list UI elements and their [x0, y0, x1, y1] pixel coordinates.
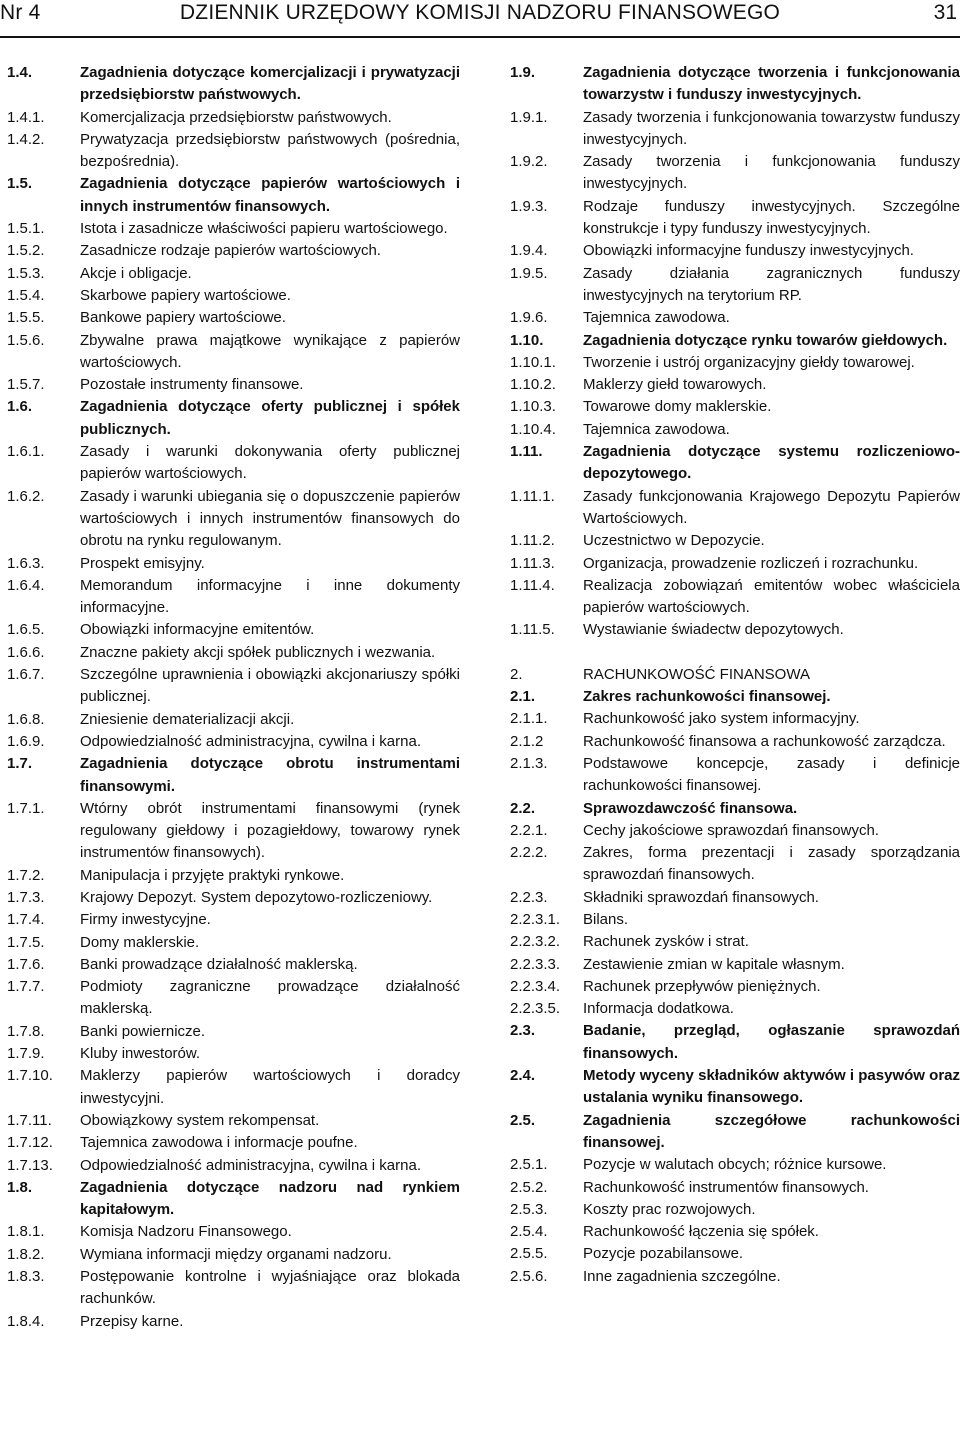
- item-number: 1.7.4.: [7, 911, 45, 929]
- header-rule: [0, 36, 960, 38]
- item-number: 1.9.1.: [510, 108, 548, 126]
- item-number: 2.1.3.: [510, 754, 548, 772]
- item-text: Tajemnica zawodowa i informacje poufne.: [80, 1134, 358, 1152]
- item-text: Pozycje w walutach obcych; różnice kursowe.: [583, 1156, 887, 1174]
- item-text: Firmy inwestycyjne.: [80, 911, 211, 929]
- outline-item: [510, 530, 960, 552]
- item-text: Towarowe domy maklerskie.: [583, 398, 772, 416]
- item-number: 2.2.3.: [510, 888, 548, 906]
- item-text: Koszty prac rozwojowych.: [583, 1200, 756, 1218]
- outline-heading: [510, 1065, 960, 1110]
- item-number: 1.9.3.: [510, 197, 548, 215]
- item-text: Obowiązki informacyjne funduszy inwestycyjnych.: [583, 242, 914, 260]
- outline-item: [7, 865, 460, 887]
- outline-item: [510, 240, 960, 262]
- outline-item: [7, 731, 460, 753]
- journal-title: DZIENNIK URZĘDOWY KOMISJI NADZORU FINANSOWEGO: [179, 1, 781, 24]
- item-number: 1.11.: [510, 443, 543, 461]
- item-text: Podstawowe koncepcje, zasady i definicje rachunkowości finansowej.: [583, 754, 960, 795]
- item-text: Zakres rachunkowości finansowej.: [583, 688, 831, 706]
- outline-item: [7, 954, 460, 976]
- item-number: 2.5.6.: [510, 1267, 548, 1285]
- item-text: Odpowiedzialność administracyjna, cywilna i karna.: [80, 732, 421, 750]
- item-text: Tworzenie i ustrój organizacyjny giełdy towarowej.: [583, 353, 915, 371]
- item-number: 1.4.1.: [7, 108, 45, 126]
- item-text: Zasadnicze rodzaje papierów wartościowych.: [80, 242, 381, 260]
- item-text: RACHUNKOWOŚĆ FINANSOWA: [583, 665, 810, 683]
- outline-item: [510, 976, 960, 998]
- item-text: Zestawienie zmian w kapitale własnym.: [583, 955, 845, 973]
- item-number: 2.5.2.: [510, 1178, 548, 1196]
- outline-item: [510, 998, 960, 1020]
- item-number: 1.8.4.: [7, 1312, 45, 1330]
- item-text: Postępowanie kontrolne i wyjaśniające oraz blokada rachunków.: [80, 1268, 460, 1308]
- item-text: Zasady funkcjonowania Krajowego Depozytu Papierów Wartościowych.: [583, 487, 960, 527]
- outline-item: [510, 954, 960, 976]
- outline-item: [510, 1199, 960, 1221]
- item-number: 1.7.5.: [7, 933, 45, 951]
- item-text: Tajemnica zawodowa.: [583, 420, 730, 438]
- page-number: 31: [933, 1, 957, 24]
- outline-item: [510, 1221, 960, 1243]
- item-text: Bilans.: [583, 910, 629, 928]
- outline-item: [7, 129, 460, 174]
- outline-heading: [510, 1020, 960, 1065]
- outline-item: [7, 1043, 460, 1065]
- item-text: Zasady działania zagranicznych funduszy inwestycyjnych na terytorium RP.: [583, 264, 960, 304]
- item-text: Manipulacja i przyjęte praktyki rynkowe.: [80, 866, 345, 884]
- item-number: 1.9.5.: [510, 264, 548, 282]
- outline-item: [7, 932, 460, 954]
- item-text: Zasady tworzenia i funkcjonowania towarzystw funduszy inwestycyjnych.: [583, 108, 960, 148]
- item-number: 1.7.6.: [7, 955, 45, 973]
- outline-heading: [510, 686, 960, 708]
- item-text: Kluby inwestorów.: [80, 1045, 201, 1063]
- item-number: 1.8.: [7, 1178, 33, 1196]
- item-number: 2.2.: [510, 799, 536, 817]
- outline-item: [7, 263, 460, 285]
- item-text: Rachunek zysków i strat.: [583, 933, 749, 951]
- outline-item: [510, 352, 960, 374]
- item-number: 1.9.2.: [510, 153, 548, 171]
- outline-heading: [510, 441, 960, 486]
- item-text: Zagadnienia dotyczące nadzoru nad rynkiem kapitałowym.: [80, 1178, 460, 1219]
- outline-item: [510, 664, 960, 686]
- item-number: 1.10.: [510, 331, 544, 349]
- item-text: Informacja dodatkowa.: [583, 1000, 734, 1018]
- item-text: Zagadnienia dotyczące tworzenia i funkcjonowania towarzystw i funduszy inwestycyjnych.: [583, 64, 960, 104]
- item-number: 2.3.: [510, 1022, 536, 1040]
- item-number: 1.10.2.: [510, 376, 556, 394]
- outline-item: [510, 1266, 960, 1288]
- item-number: 1.11.1.: [510, 487, 555, 505]
- item-text: Sprawozdawczość finansowa.: [583, 799, 798, 817]
- item-number: 1.11.3.: [510, 554, 555, 572]
- item-number: 2.2.3.3.: [510, 955, 561, 973]
- item-number: 1.5.4.: [7, 286, 45, 304]
- item-text: Obowiązkowy system rekompensat.: [80, 1111, 320, 1129]
- outline-item: [510, 575, 960, 620]
- item-text: Maklerzy giełd towarowych.: [583, 376, 767, 394]
- item-number: 1.7.: [7, 755, 33, 773]
- item-number: 1.11.2.: [510, 532, 555, 550]
- outline-item: [7, 1110, 460, 1132]
- item-number: 1.6.6.: [7, 643, 45, 661]
- item-number: 1.5.3.: [7, 264, 45, 282]
- item-number: 1.9.: [510, 64, 536, 81]
- item-number: 2.2.3.1.: [510, 910, 561, 928]
- outline-item: [7, 218, 460, 240]
- item-text: Bankowe papiery wartościowe.: [80, 309, 286, 327]
- item-number: 1.5.1.: [7, 220, 45, 238]
- outline-item: [510, 909, 960, 931]
- outline-item: [7, 709, 460, 731]
- item-text: Wymiana informacji między organami nadzoru.: [80, 1245, 392, 1263]
- item-number: 1.8.3.: [7, 1268, 45, 1286]
- outline-item: [7, 798, 460, 865]
- outline-item: [7, 909, 460, 931]
- item-number: 2.5.: [510, 1111, 536, 1129]
- outline-item: [7, 374, 460, 396]
- item-number: 1.7.1.: [7, 799, 45, 817]
- item-text: Skarbowe papiery wartościowe.: [80, 286, 291, 304]
- item-number: 1.8.2.: [7, 1245, 45, 1263]
- item-text: Organizacja, prowadzenie rozliczeń i rozrachunku.: [583, 554, 919, 572]
- outline-item: [510, 753, 960, 798]
- outline-item: [510, 196, 960, 241]
- item-text: Inne zagadnienia szczególne.: [583, 1267, 781, 1285]
- item-number: 1.6.7.: [7, 666, 45, 684]
- item-text: Istota i zasadnicze właściwości papieru wartościowego.: [80, 220, 448, 238]
- item-text: Zasady i warunki dokonywania oferty publicznej papierów wartościowych.: [80, 443, 460, 483]
- item-number: 1.7.11.: [7, 1111, 52, 1129]
- right-column: [510, 62, 960, 1288]
- outline-item: [7, 107, 460, 129]
- outline-item: [510, 931, 960, 953]
- item-number: 2.5.5.: [510, 1245, 548, 1263]
- item-number: 1.6.4.: [7, 576, 45, 594]
- item-text: Zasady tworzenia i funkcjonowania funduszy inwestycyjnych.: [583, 153, 960, 193]
- item-number: 1.11.4.: [510, 576, 555, 594]
- item-text: Przepisy karne.: [80, 1312, 184, 1330]
- outline-heading: [510, 62, 960, 107]
- outline-item: [510, 731, 960, 753]
- outline-item: [510, 887, 960, 909]
- item-text: Rachunek przepływów pieniężnych.: [583, 977, 821, 995]
- outline-item: [510, 842, 960, 887]
- item-text: Rachunkowość łączenia się spółek.: [583, 1223, 819, 1241]
- item-number: 1.7.2.: [7, 866, 45, 884]
- outline-item: [7, 307, 460, 329]
- section-spacer: [510, 642, 960, 664]
- outline-item: [7, 619, 460, 641]
- item-number: 1.7.10.: [7, 1067, 53, 1085]
- item-number: 2.4.: [510, 1067, 536, 1085]
- item-number: 2.2.3.2.: [510, 933, 561, 951]
- item-text: Domy maklerskie.: [80, 933, 200, 951]
- item-text: Cechy jakościowe sprawozdań finansowych.: [583, 821, 879, 839]
- outline-item: [510, 820, 960, 842]
- outline-item: [510, 419, 960, 441]
- item-text: Zagadnienia dotyczące obrotu instrumentami finansowymi.: [80, 755, 460, 795]
- outline-item: [7, 1132, 460, 1154]
- item-number: 2.1.: [510, 688, 536, 706]
- item-number: 2.1.1.: [510, 710, 548, 728]
- item-text: Podmioty zagraniczne prowadzące działalność maklerską.: [80, 978, 460, 1018]
- outline-item: [510, 307, 960, 329]
- item-text: Komercjalizacja przedsiębiorstw państwowych.: [80, 108, 392, 126]
- item-text: Rachunkowość finansowa a rachunkowość zarządcza.: [583, 732, 946, 750]
- item-text: Zagadnienia szczegółowe rachunkowości finansowej.: [583, 1111, 960, 1151]
- item-text: Komisja Nadzoru Finansowego.: [80, 1223, 292, 1241]
- item-text: Prospekt emisyjny.: [80, 554, 205, 572]
- item-text: Prywatyzacja przedsiębiorstw państwowych (pośrednia, bezpośrednia).: [80, 130, 460, 171]
- outline-item: [7, 642, 460, 664]
- item-number: 1.5.5.: [7, 309, 45, 327]
- outline-heading: [510, 330, 960, 352]
- item-number: 1.6.: [7, 398, 33, 416]
- item-number: 1.4.2.: [7, 130, 45, 148]
- outline-item: [7, 1221, 460, 1243]
- item-text: Badanie, przegląd, ogłaszanie sprawozdań finansowych.: [583, 1022, 960, 1062]
- outline-item: [7, 887, 460, 909]
- outline-item: [510, 619, 960, 641]
- outline-item: [7, 1244, 460, 1266]
- outline-item: [510, 107, 960, 152]
- item-text: Składniki sprawozdań finansowych.: [583, 888, 819, 906]
- outline-heading: [7, 1177, 460, 1222]
- item-number: 1.9.6.: [510, 309, 548, 327]
- item-number: 1.9.4.: [510, 242, 548, 260]
- item-text: Pozostałe instrumenty finansowe.: [80, 376, 304, 394]
- item-text: Uczestnictwo w Depozycie.: [583, 532, 765, 550]
- item-number: 2.5.1.: [510, 1156, 548, 1174]
- item-number: 1.4.: [7, 64, 33, 81]
- item-text: Zakres, forma prezentacji i zasady sporządzania sprawozdań finansowych.: [583, 844, 960, 884]
- outline-item: [510, 708, 960, 730]
- item-text: Krajowy Depozyt. System depozytowo-rozliczeniowy.: [80, 888, 433, 906]
- outline-item: [510, 486, 960, 531]
- outline-item: [7, 240, 460, 262]
- outline-heading: [7, 173, 460, 218]
- item-text: Tajemnica zawodowa.: [583, 309, 730, 327]
- item-text: Akcje i obligacje.: [80, 264, 192, 282]
- item-text: Zbywalne prawa majątkowe wynikające z papierów wartościowych.: [80, 331, 460, 371]
- item-number: 2.2.2.: [510, 844, 548, 862]
- outline-item: [510, 374, 960, 396]
- outline-heading: [7, 396, 460, 441]
- item-text: Zagadnienia dotyczące systemu rozliczeniowo-depozytowego.: [583, 443, 960, 483]
- item-number: 1.10.4.: [510, 420, 556, 438]
- item-text: Metody wyceny składników aktywów i pasywów oraz ustalania wyniku finansowego.: [583, 1067, 960, 1107]
- item-number: 1.7.9.: [7, 1045, 45, 1063]
- item-text: Wtórny obrót instrumentami finansowymi (rynek regulowany giełdowy i pozagiełdowy, towarowy rynek instrumentów finansowych).: [80, 799, 460, 862]
- item-text: Zasady i warunki ubiegania się o dopuszczenie papierów wartościowych i innych instrumentów finansowych do obrotu na rynku regulowanym.: [80, 487, 460, 550]
- item-text: Banki prowadzące działalność maklerską.: [80, 955, 358, 973]
- item-text: Znaczne pakiety akcji spółek publicznych i wezwania.: [80, 643, 436, 661]
- item-number: 1.5.6.: [7, 331, 45, 349]
- item-number: 1.6.1.: [7, 443, 45, 461]
- outline-heading: [7, 62, 460, 107]
- item-text: Zagadnienia dotyczące komercjalizacji i prywatyzacji przedsiębiorstw państwowych.: [80, 64, 460, 104]
- item-number: 1.7.13.: [7, 1156, 53, 1174]
- item-number: 1.6.9.: [7, 732, 45, 750]
- item-number: 1.6.3.: [7, 554, 45, 572]
- item-text: Rodzaje funduszy inwestycyjnych. Szczególne konstrukcje i typy funduszy inwestycyjnych.: [583, 197, 960, 238]
- item-text: Odpowiedzialność administracyjna, cywilna i karna.: [80, 1156, 421, 1174]
- item-number: 1.10.3.: [510, 398, 556, 416]
- outline-item: [510, 1243, 960, 1265]
- item-text: Rachunkowość jako system informacyjny.: [583, 710, 860, 728]
- outline-item: [7, 330, 460, 375]
- item-number: 1.5.2.: [7, 242, 45, 260]
- item-number: 1.6.8.: [7, 710, 45, 728]
- issue-number: Nr 4: [0, 1, 41, 24]
- item-text: Pozycje pozabilansowe.: [583, 1245, 744, 1263]
- item-number: 1.7.7.: [7, 978, 45, 996]
- item-text: Rachunkowość instrumentów finansowych.: [583, 1178, 869, 1196]
- outline-item: [7, 1266, 460, 1311]
- item-text: Zagadnienia dotyczące papierów wartościowych i innych instrumentów finansowych.: [80, 175, 460, 215]
- left-column: [7, 62, 460, 1333]
- item-number: 1.5.: [7, 175, 33, 193]
- item-number: 1.7.12.: [7, 1134, 53, 1152]
- item-text: Zniesienie dematerializacji akcji.: [80, 710, 295, 728]
- outline-heading: [510, 798, 960, 820]
- item-number: 1.7.8.: [7, 1022, 45, 1040]
- outline-item: [7, 285, 460, 307]
- outline-item: [7, 486, 460, 553]
- item-text: Obowiązki informacyjne emitentów.: [80, 621, 315, 639]
- outline-item: [7, 441, 460, 486]
- outline-item: [7, 1065, 460, 1110]
- item-number: 1.7.3.: [7, 888, 45, 906]
- item-number: 2.1.2: [510, 732, 544, 750]
- outline-item: [510, 1177, 960, 1199]
- item-number: 2.2.3.4.: [510, 977, 561, 995]
- item-text: Realizacja zobowiązań emitentów wobec właściciela papierów wartościowych.: [583, 576, 960, 617]
- item-number: 1.8.1.: [7, 1223, 45, 1241]
- item-text: Banki powiernicze.: [80, 1022, 206, 1040]
- item-number: 2.: [510, 665, 523, 683]
- item-number: 1.11.5.: [510, 621, 555, 639]
- item-number: 1.6.5.: [7, 621, 45, 639]
- item-text: Zagadnienia dotyczące oferty publicznej i spółek publicznych.: [80, 398, 460, 438]
- outline-item: [7, 1021, 460, 1043]
- outline-item: [510, 553, 960, 575]
- item-text: Zagadnienia dotyczące rynku towarów giełdowych.: [583, 331, 948, 349]
- outline-item: [510, 151, 960, 196]
- item-number: 2.5.4.: [510, 1223, 548, 1241]
- outline-item: [510, 396, 960, 418]
- item-text: Szczególne uprawnienia i obowiązki akcjonariuszy spółki publicznej.: [80, 666, 460, 706]
- item-text: Maklerzy papierów wartościowych i doradcy inwestycyjni.: [80, 1067, 460, 1107]
- outline-heading: [510, 1110, 960, 1155]
- item-number: 2.2.1.: [510, 821, 548, 839]
- outline-item: [7, 1311, 460, 1333]
- item-number: 2.2.3.5.: [510, 1000, 561, 1018]
- outline-item: [7, 575, 460, 620]
- outline-item: [510, 1154, 960, 1176]
- outline-heading: [7, 753, 460, 798]
- item-number: 1.6.2.: [7, 487, 45, 505]
- outline-item: [510, 263, 960, 308]
- item-number: 1.5.7.: [7, 376, 45, 394]
- item-text: Memorandum informacyjne i inne dokumenty informacyjne.: [80, 576, 460, 617]
- outline-item: [7, 976, 460, 1021]
- outline-item: [7, 1155, 460, 1177]
- item-number: 2.5.3.: [510, 1200, 548, 1218]
- outline-item: [7, 553, 460, 575]
- item-number: 1.10.1.: [510, 353, 556, 371]
- outline-item: [7, 664, 460, 709]
- item-text: Wystawianie świadectw depozytowych.: [583, 621, 844, 639]
